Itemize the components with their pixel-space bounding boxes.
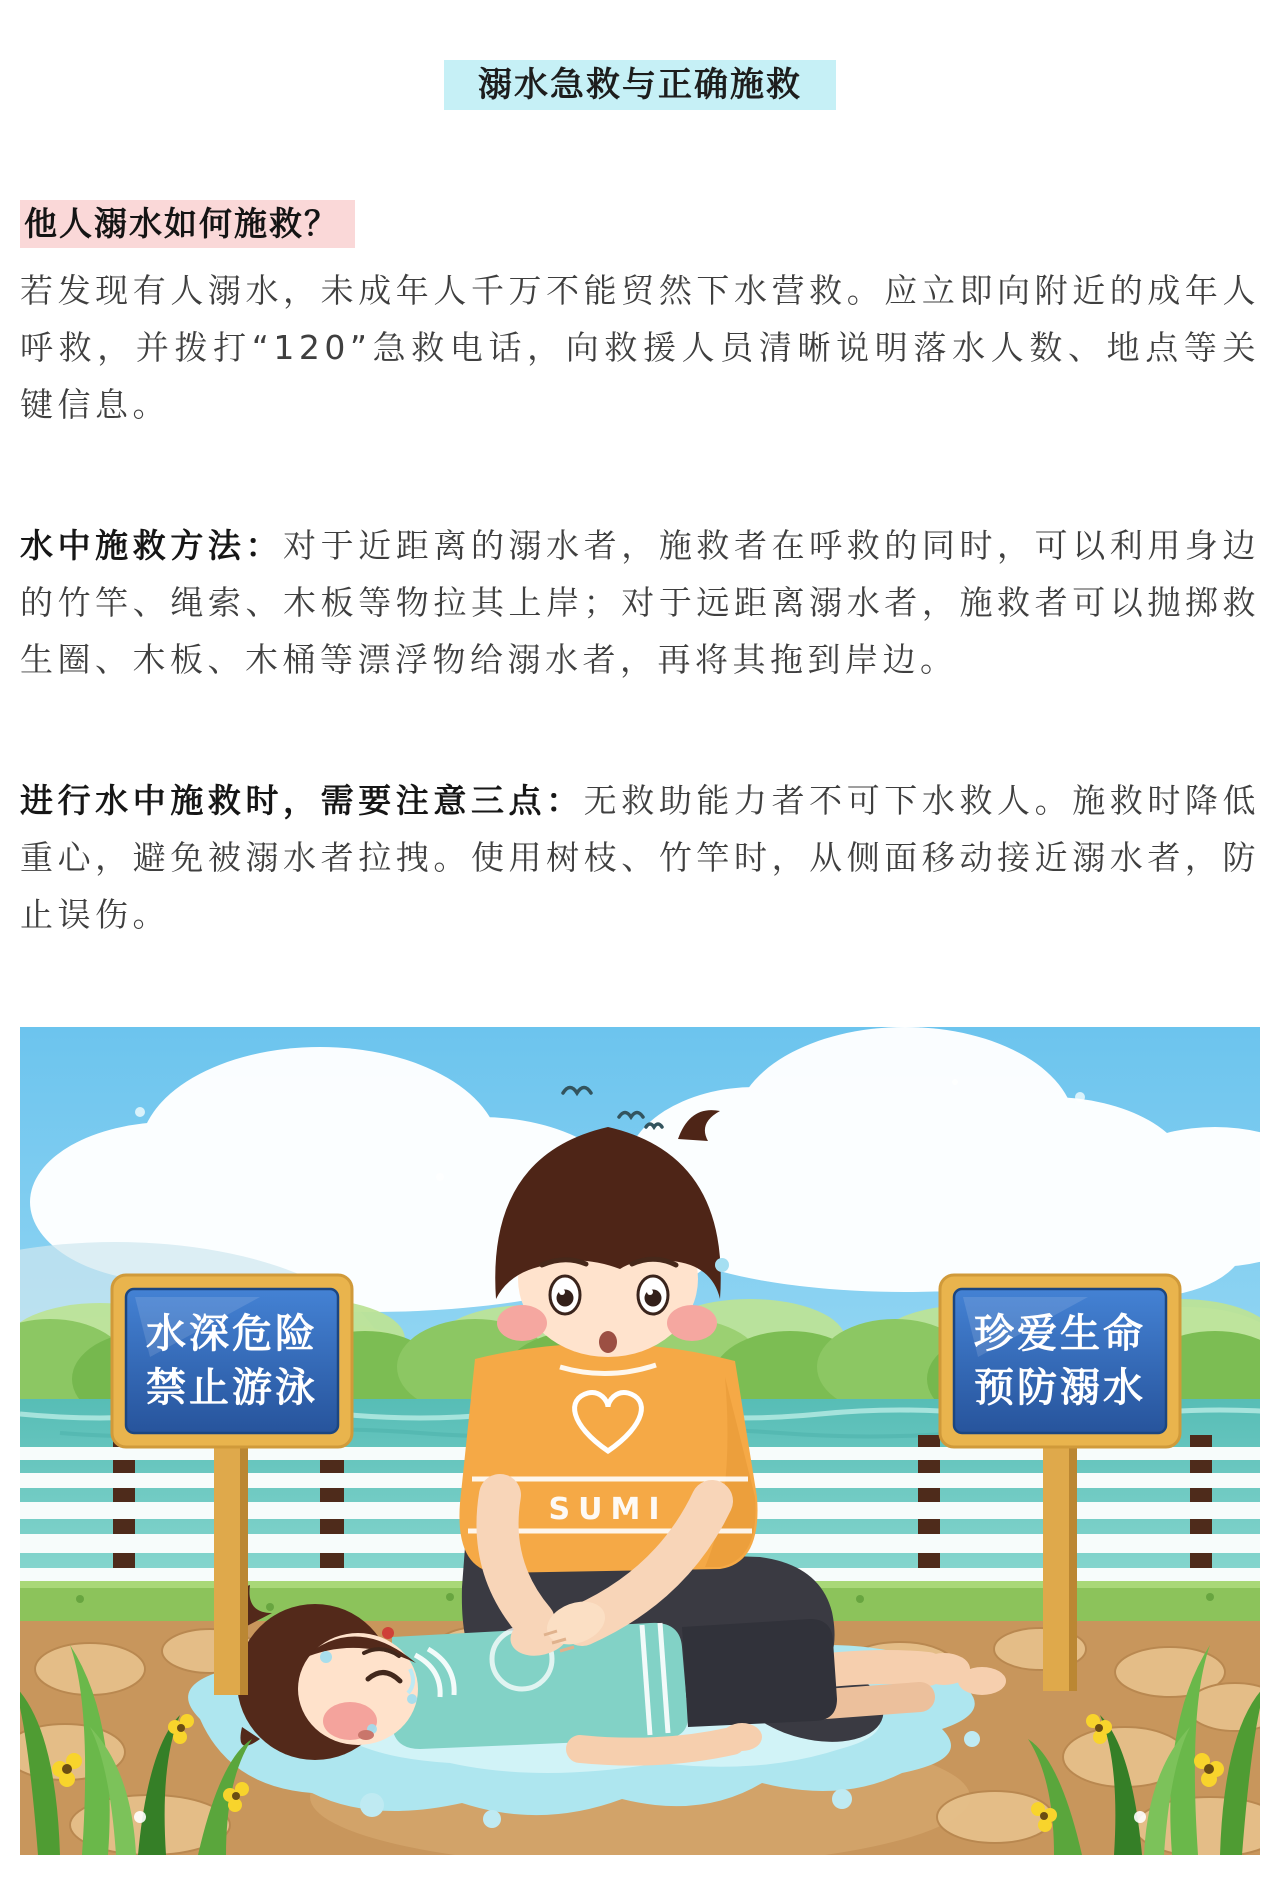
right-sign-line2: 预防溺水 <box>974 1365 1146 1411</box>
right-sign-line1: 珍爱生命 <box>974 1311 1146 1357</box>
article <box>20 200 1260 943</box>
shirt-text: SUMI <box>548 1492 668 1527</box>
paragraph-2 <box>20 517 1260 688</box>
bottom-margin <box>0 1855 1280 1887</box>
left-sign-line2: 禁止游泳 <box>146 1365 318 1411</box>
cpr-illustration <box>20 1027 1260 1855</box>
left-sign-line1: 水深危险 <box>146 1311 318 1357</box>
paragraph-1 <box>20 262 1260 433</box>
paragraph-3-lead: 进行水中施救时，需要注意三点： <box>20 781 584 820</box>
section-heading <box>20 200 1260 248</box>
sweat-drop <box>715 1258 729 1272</box>
paragraph-1-text: 若发现有人溺水，未成年人千万不能贸然下水营救。应立即向附近的成年人呼救，并拨打“120”急救电话，向救援人员清晰说明落水人数、地点等关键信息。 <box>20 271 1260 424</box>
paragraph-3-text: 无救助能力者不可下水救人。施救时降低重心，避免被溺水者拉拽。使用树枝、竹竿时，从侧面移动接近溺水者，防止误伤。 <box>20 781 1260 934</box>
paragraph-3 <box>20 772 1260 943</box>
cpr-illustration-svg <box>20 1027 1260 1855</box>
title-bar <box>0 60 1280 110</box>
paragraph-2-lead: 水中施救方法： <box>20 526 284 565</box>
page-title: 溺水急救与正确施救 <box>444 60 836 110</box>
section-heading-text: 他人溺水如何施救？ <box>20 200 355 248</box>
paragraph-2-text: 对于近距离的溺水者，施救者在呼救的同时，可以利用身边的竹竿、绳索、木板等物拉其上岸；对于远距离溺水者，施救者可以抛掷救生圈、木板、木桶等漂浮物给溺水者，再将其拖到岸边。 <box>20 526 1260 679</box>
victim-shorts <box>682 1619 837 1727</box>
wound-mark <box>382 1627 394 1639</box>
